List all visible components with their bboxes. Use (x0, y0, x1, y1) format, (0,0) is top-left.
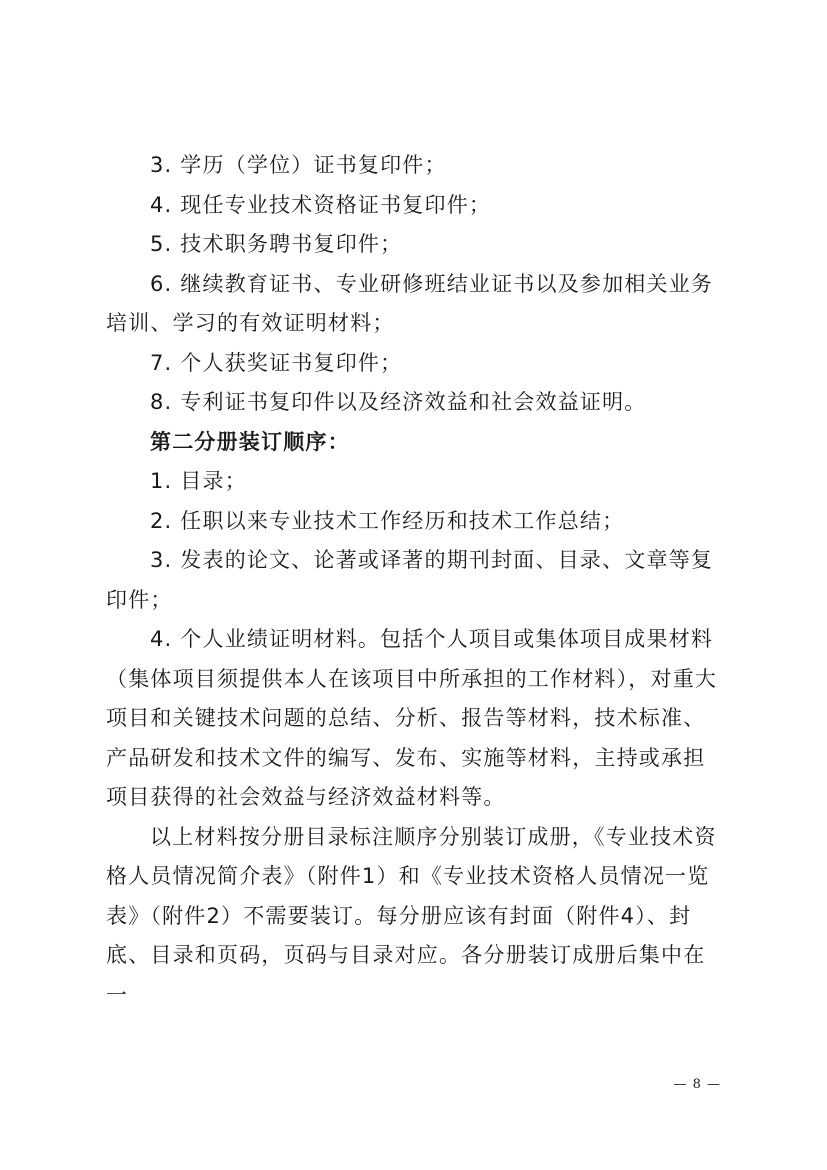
paragraph: 3. 发表的论文、论著或译著的期刊封面、目录、文章等复印件； (106, 548, 714, 612)
paragraph: 8. 专利证书复印件以及经济效益和社会效益证明。 (150, 390, 647, 414)
section-heading: 第二分册装订顺序： (150, 429, 350, 454)
paragraph: 3. 学历（学位）证书复印件； (150, 153, 447, 177)
paragraph: 4. 现任专业技术资格证书复印件； (150, 192, 492, 217)
paragraph: 2. 任职以来专业技术工作经历和技术工作总结； (150, 508, 625, 533)
paragraph: 5. 技术职务聘书复印件； (150, 232, 403, 256)
paragraph: 以上材料按分册目录标注顺序分别装订成册，《专业技术资格人员情况简介表》（附件1）和《专业技术资格人员情况一览表》（附件2）不需要装订。每分册应该有封面（附件4）、封底、目录和页码，页码与目录对应。各分册装订成册后集中在一 (106, 824, 717, 1007)
paragraph: 6. 继续教育证书、专业研修班结业证书以及参加相关业务培训、学习的有效证明材料； (106, 271, 714, 335)
paragraph: 7. 个人获奖证书复印件； (150, 350, 403, 375)
paragraph: 1. 目录； (150, 469, 247, 493)
page-number: — 8 — (673, 1077, 721, 1092)
paragraph: 4. 个人业绩证明材料。包括个人项目或集体项目成果材料（集体项目须提供本人在该项目中所承担的工作材料），对重大项目和关键技术问题的总结、分析、报告等材料，技术标准、产品研发和技术文件的编写、发布、实施等材料，主持或承担项目获得的社会效益与经济效益材料等。 (106, 627, 718, 809)
document-body (106, 146, 721, 1015)
